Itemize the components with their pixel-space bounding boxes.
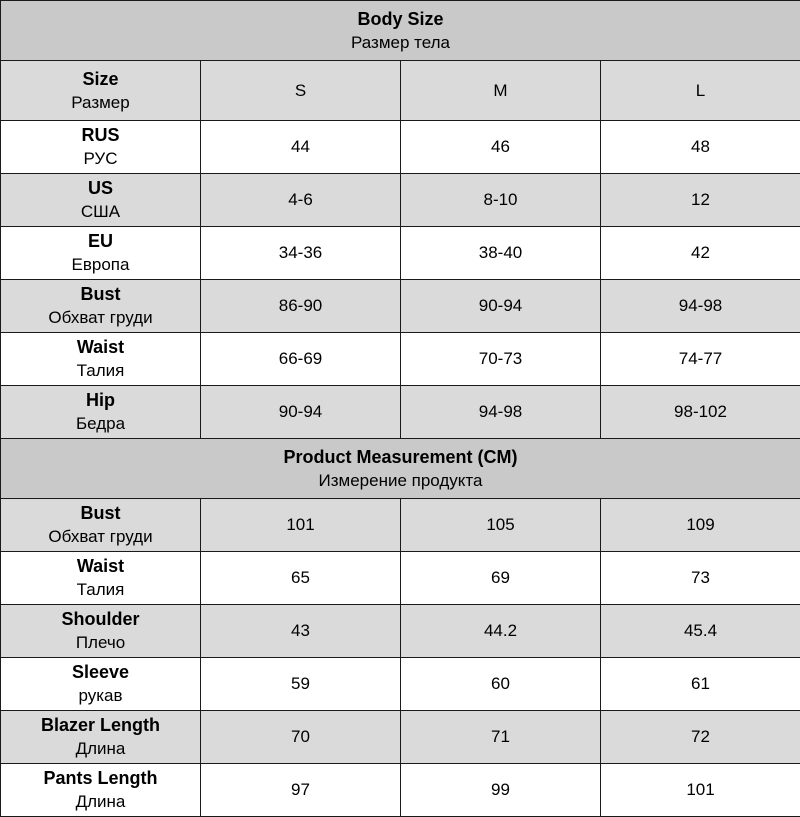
value-cell: 44 [201, 121, 401, 174]
body-size-header [1, 1, 800, 61]
row-label-translation: Талия [1, 578, 200, 602]
value-cell: 74-77 [601, 333, 800, 386]
row-label-cell [1, 61, 201, 121]
row-label-translation: Бедра [1, 412, 200, 436]
product-measurement-title: Product Measurement (CM) [1, 445, 800, 469]
value-cell: 72 [601, 711, 800, 764]
row-label-cell [1, 280, 201, 333]
value-cell: 90-94 [401, 280, 601, 333]
row-label-translation: Талия [1, 359, 200, 383]
row-label-translation: рукав [1, 684, 200, 708]
row-label: Waist [1, 335, 200, 359]
value-cell: 8-10 [401, 174, 601, 227]
row-label: Blazer Length [1, 713, 200, 737]
value-cell: 60 [401, 658, 601, 711]
row-label-cell [1, 499, 201, 552]
row-label-cell [1, 711, 201, 764]
row-label-translation: Европа [1, 253, 200, 277]
value-cell: 48 [601, 121, 800, 174]
value-cell: 59 [201, 658, 401, 711]
value-cell: 69 [401, 552, 601, 605]
value-cell: 97 [201, 764, 401, 817]
value-cell: 86-90 [201, 280, 401, 333]
row-label-cell [1, 658, 201, 711]
value-cell: 94-98 [601, 280, 800, 333]
value-cell: 34-36 [201, 227, 401, 280]
value-cell: 12 [601, 174, 800, 227]
row-label-translation: США [1, 200, 200, 224]
row-label-cell [1, 386, 201, 439]
product-measurement-subtitle: Измерение продукта [1, 469, 800, 493]
table-row [1, 499, 800, 552]
row-label-translation: Обхват груди [1, 306, 200, 330]
row-label-translation: РУС [1, 147, 200, 171]
row-label-translation: Длина [1, 737, 200, 761]
table-row [1, 711, 800, 764]
value-cell: 66-69 [201, 333, 401, 386]
value-cell: 45.4 [601, 605, 800, 658]
value-cell: 65 [201, 552, 401, 605]
row-label-cell [1, 227, 201, 280]
row-label: EU [1, 229, 200, 253]
row-label: Pants Length [1, 766, 200, 790]
body-size-subtitle: Размер тела [1, 31, 800, 55]
row-label-cell [1, 552, 201, 605]
value-cell: 101 [201, 499, 401, 552]
row-label-cell [1, 174, 201, 227]
row-label-translation: Плечо [1, 631, 200, 655]
table-row [1, 333, 800, 386]
value-cell: 90-94 [201, 386, 401, 439]
row-label-cell [1, 121, 201, 174]
table-row [1, 658, 800, 711]
value-cell: 43 [201, 605, 401, 658]
value-cell: 46 [401, 121, 601, 174]
table-row [1, 764, 800, 817]
body-size-title-cell [1, 1, 800, 61]
product-measurement-title-cell [1, 439, 800, 499]
row-label: Shoulder [1, 607, 200, 631]
row-label-cell [1, 605, 201, 658]
value-cell: 42 [601, 227, 800, 280]
value-cell: M [401, 61, 601, 121]
row-label: RUS [1, 123, 200, 147]
size-chart-body [1, 1, 800, 817]
value-cell: 70-73 [401, 333, 601, 386]
value-cell: 44.2 [401, 605, 601, 658]
value-cell: 98-102 [601, 386, 800, 439]
row-label: Waist [1, 554, 200, 578]
value-cell: S [201, 61, 401, 121]
row-label: Size [1, 67, 200, 91]
row-label: Sleeve [1, 660, 200, 684]
row-label-cell [1, 764, 201, 817]
value-cell: L [601, 61, 800, 121]
row-label-translation: Длина [1, 790, 200, 814]
value-cell: 101 [601, 764, 800, 817]
table-row [1, 61, 800, 121]
value-cell: 38-40 [401, 227, 601, 280]
value-cell: 99 [401, 764, 601, 817]
table-row [1, 227, 800, 280]
product-measurement-header [1, 439, 800, 499]
table-row [1, 174, 800, 227]
row-label-translation: Обхват груди [1, 525, 200, 549]
row-label: Hip [1, 388, 200, 412]
table-row [1, 280, 800, 333]
table-row [1, 552, 800, 605]
row-label-translation: Размер [1, 91, 200, 115]
value-cell: 105 [401, 499, 601, 552]
value-cell: 109 [601, 499, 800, 552]
row-label: Bust [1, 282, 200, 306]
value-cell: 73 [601, 552, 800, 605]
body-size-title: Body Size [1, 7, 800, 31]
value-cell: 94-98 [401, 386, 601, 439]
value-cell: 61 [601, 658, 800, 711]
table-row [1, 605, 800, 658]
value-cell: 4-6 [201, 174, 401, 227]
row-label: US [1, 176, 200, 200]
value-cell: 71 [401, 711, 601, 764]
table-row [1, 386, 800, 439]
row-label-cell [1, 333, 201, 386]
value-cell: 70 [201, 711, 401, 764]
row-label: Bust [1, 501, 200, 525]
table-row [1, 121, 800, 174]
